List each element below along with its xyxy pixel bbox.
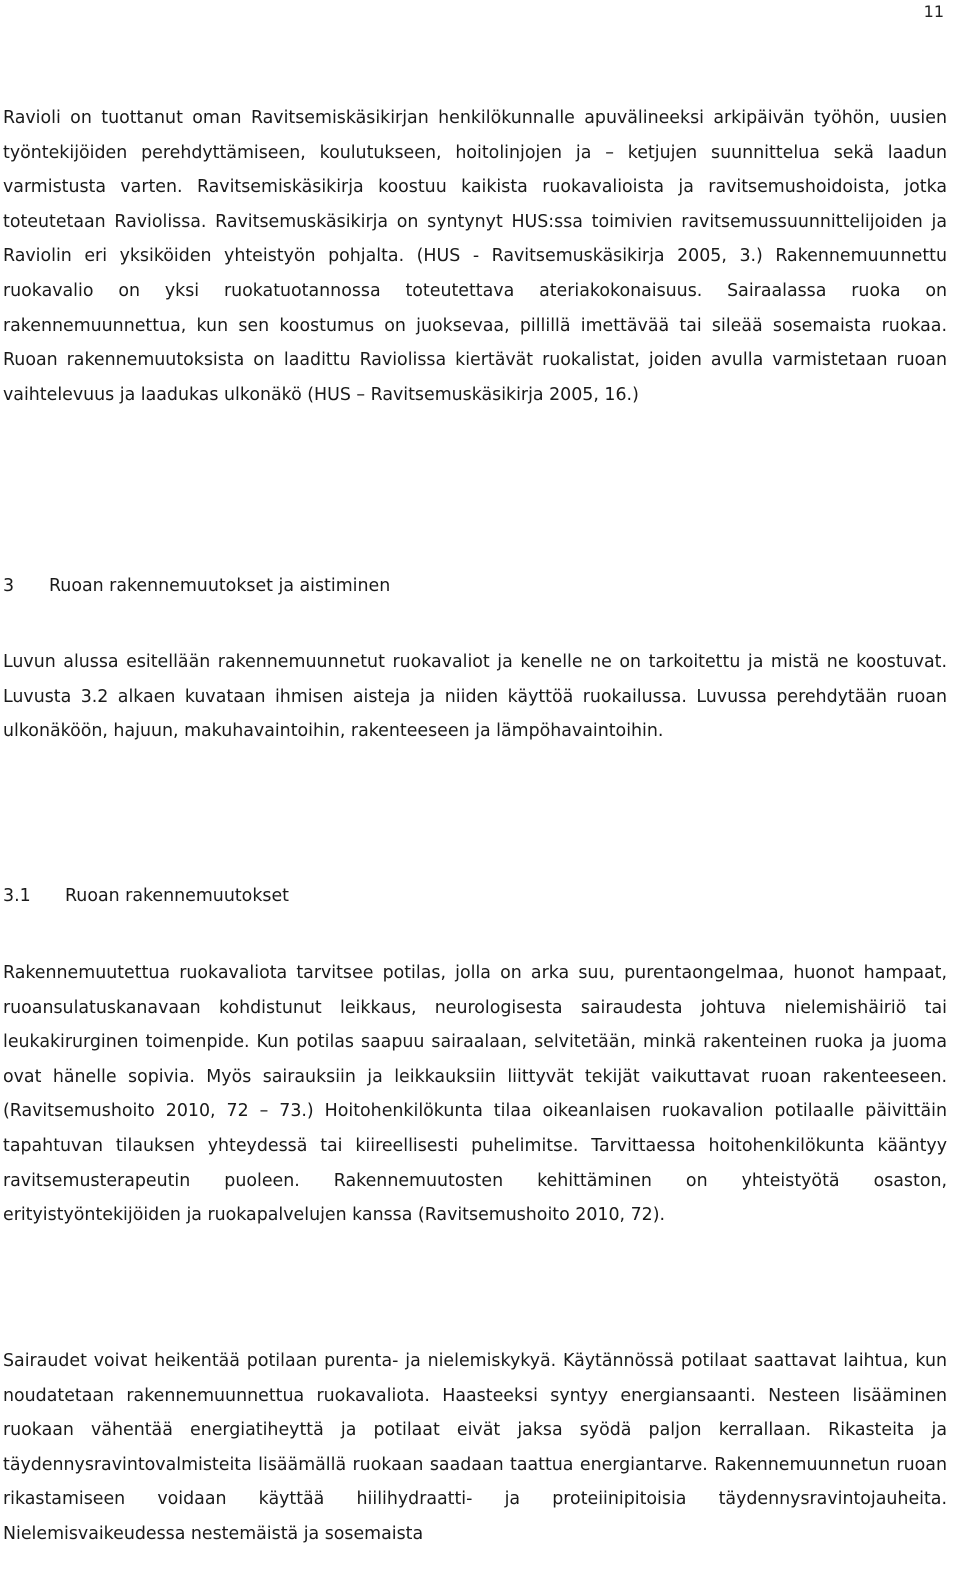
subsection-heading-3-1: [3, 879, 289, 913]
body-paragraph-chapter-overview: Luvun alussa esitellään rakennemuunnetut ruokavaliot ja kenelle ne on tarkoitettu ja mistä ne koostuvat. Luvusta 3.2 alkaen kuvataan ihmisen aisteja ja niiden käyttöä ruokailussa. Luvussa perehdytään ruoan ulkonäköön, hajuun, makuhavaintoihin, rakenteeseen ja lämpöhavaintoihin.: [3, 652, 947, 742]
body-paragraph-energy-intake: Sairaudet voivat heikentää potilaan purenta- ja nielemiskykyä. Käytännössä potilaat saattavat laihtua, kun noudatetaan rakennemuunnettua ruokavaliota. Haasteeksi syntyy energiansaanti. Nesteen lisääminen ruokaan vähentää energiatiheyttä ja potilaat eivät jaksa syödä paljon kerrallaan. Rikasteita ja täydennysravintovalmisteita lisäämällä ruokaan saadaan taattua energiantarve. Rakennemuunnetun ruoan rikastamiseen voidaan käyttää hiilihydraatti- ja proteiinipitoisia täydennysravintojauheita. Nielemisvaikeudessa nestemäistä ja sosemaista: [3, 1351, 947, 1544]
section-title: Ruoan rakennemuutokset ja aistiminen: [49, 576, 391, 596]
page-number: 11: [923, 2, 944, 21]
subsection-title: Ruoan rakennemuutokset: [65, 886, 289, 906]
body-paragraph-intro: Ravioli on tuottanut oman Ravitsemiskäsikirjan henkilökunnalle apuvälineeksi arkipäivän työhön, uusien työntekijöiden perehdyttämiseen, koulutukseen, hoitolinjojen ja – ketjujen suunnittelua sekä laadun varmistusta varten. Ravitsemiskäsikirja koostuu kaikista ruokavalioista ja ravitsemushoidoista, jotka toteutetaan Raviolissa. Ravitsemuskäsikirja on syntynyt HUS:ssa toimivien ravitsemussuunnittelijoiden ja Raviolin eri yksiköiden yhteistyön pohjalta. (HUS - Ravitsemuskäsikirja 2005, 3.) Rakennemuunnettu ruokavalio on yksi ruokatuotannossa toteutettava ateriakokonaisuus. Sairaalassa ruoka on rakennemuunnettua, kun sen koostumus on juoksevaa, pillillä imettävää tai sileää sosemaista ruokaa. Ruoan rakennemuutoksista on laadittu Raviolissa kiertävät ruokalistat, joiden avulla varmistetaan ruoan vaihtelevuus ja laadukas ulkonäkö (HUS – Ravitsemuskäsikirja 2005, 16.): [3, 108, 947, 405]
body-paragraph-texture-diet: Rakennemuutettua ruokavaliota tarvitsee potilas, jolla on arka suu, purentaongelmaa, huonot hampaat, ruoansulatuskanavaan kohdistunut leikkaus, neurologisesta sairaudesta johtuva nielemishäiriö tai leukakirurginen toimenpide. Kun potilas saapuu sairaalaan, selvitetään, minkä rakenteinen ruoka ja juoma ovat hänelle sopivia. Myös sairauksiin ja leikkauksiin liittyvät tekijät vaikuttavat ruoan rakenteeseen. (Ravitsemushoito 2010, 72 – 73.) Hoitohenkilökunta tilaa oikeanlaisen ruokavalion potilaalle päivittäin tapahtuvan tilauksen yhteydessä tai kiireellisesti puhelimitse. Tarvittaessa hoitohenkilökunta kääntyy ravitsemusterapeutin puoleen. Rakennemuutosten kehittäminen on yhteistyötä osaston, erityistyöntekijöiden ja ruokapalvelujen kanssa (Ravitsemushoito 2010, 72).: [3, 963, 947, 1226]
subsection-number: 3.1: [3, 886, 31, 906]
section-number: 3: [3, 576, 15, 596]
section-heading-3: [3, 569, 390, 603]
